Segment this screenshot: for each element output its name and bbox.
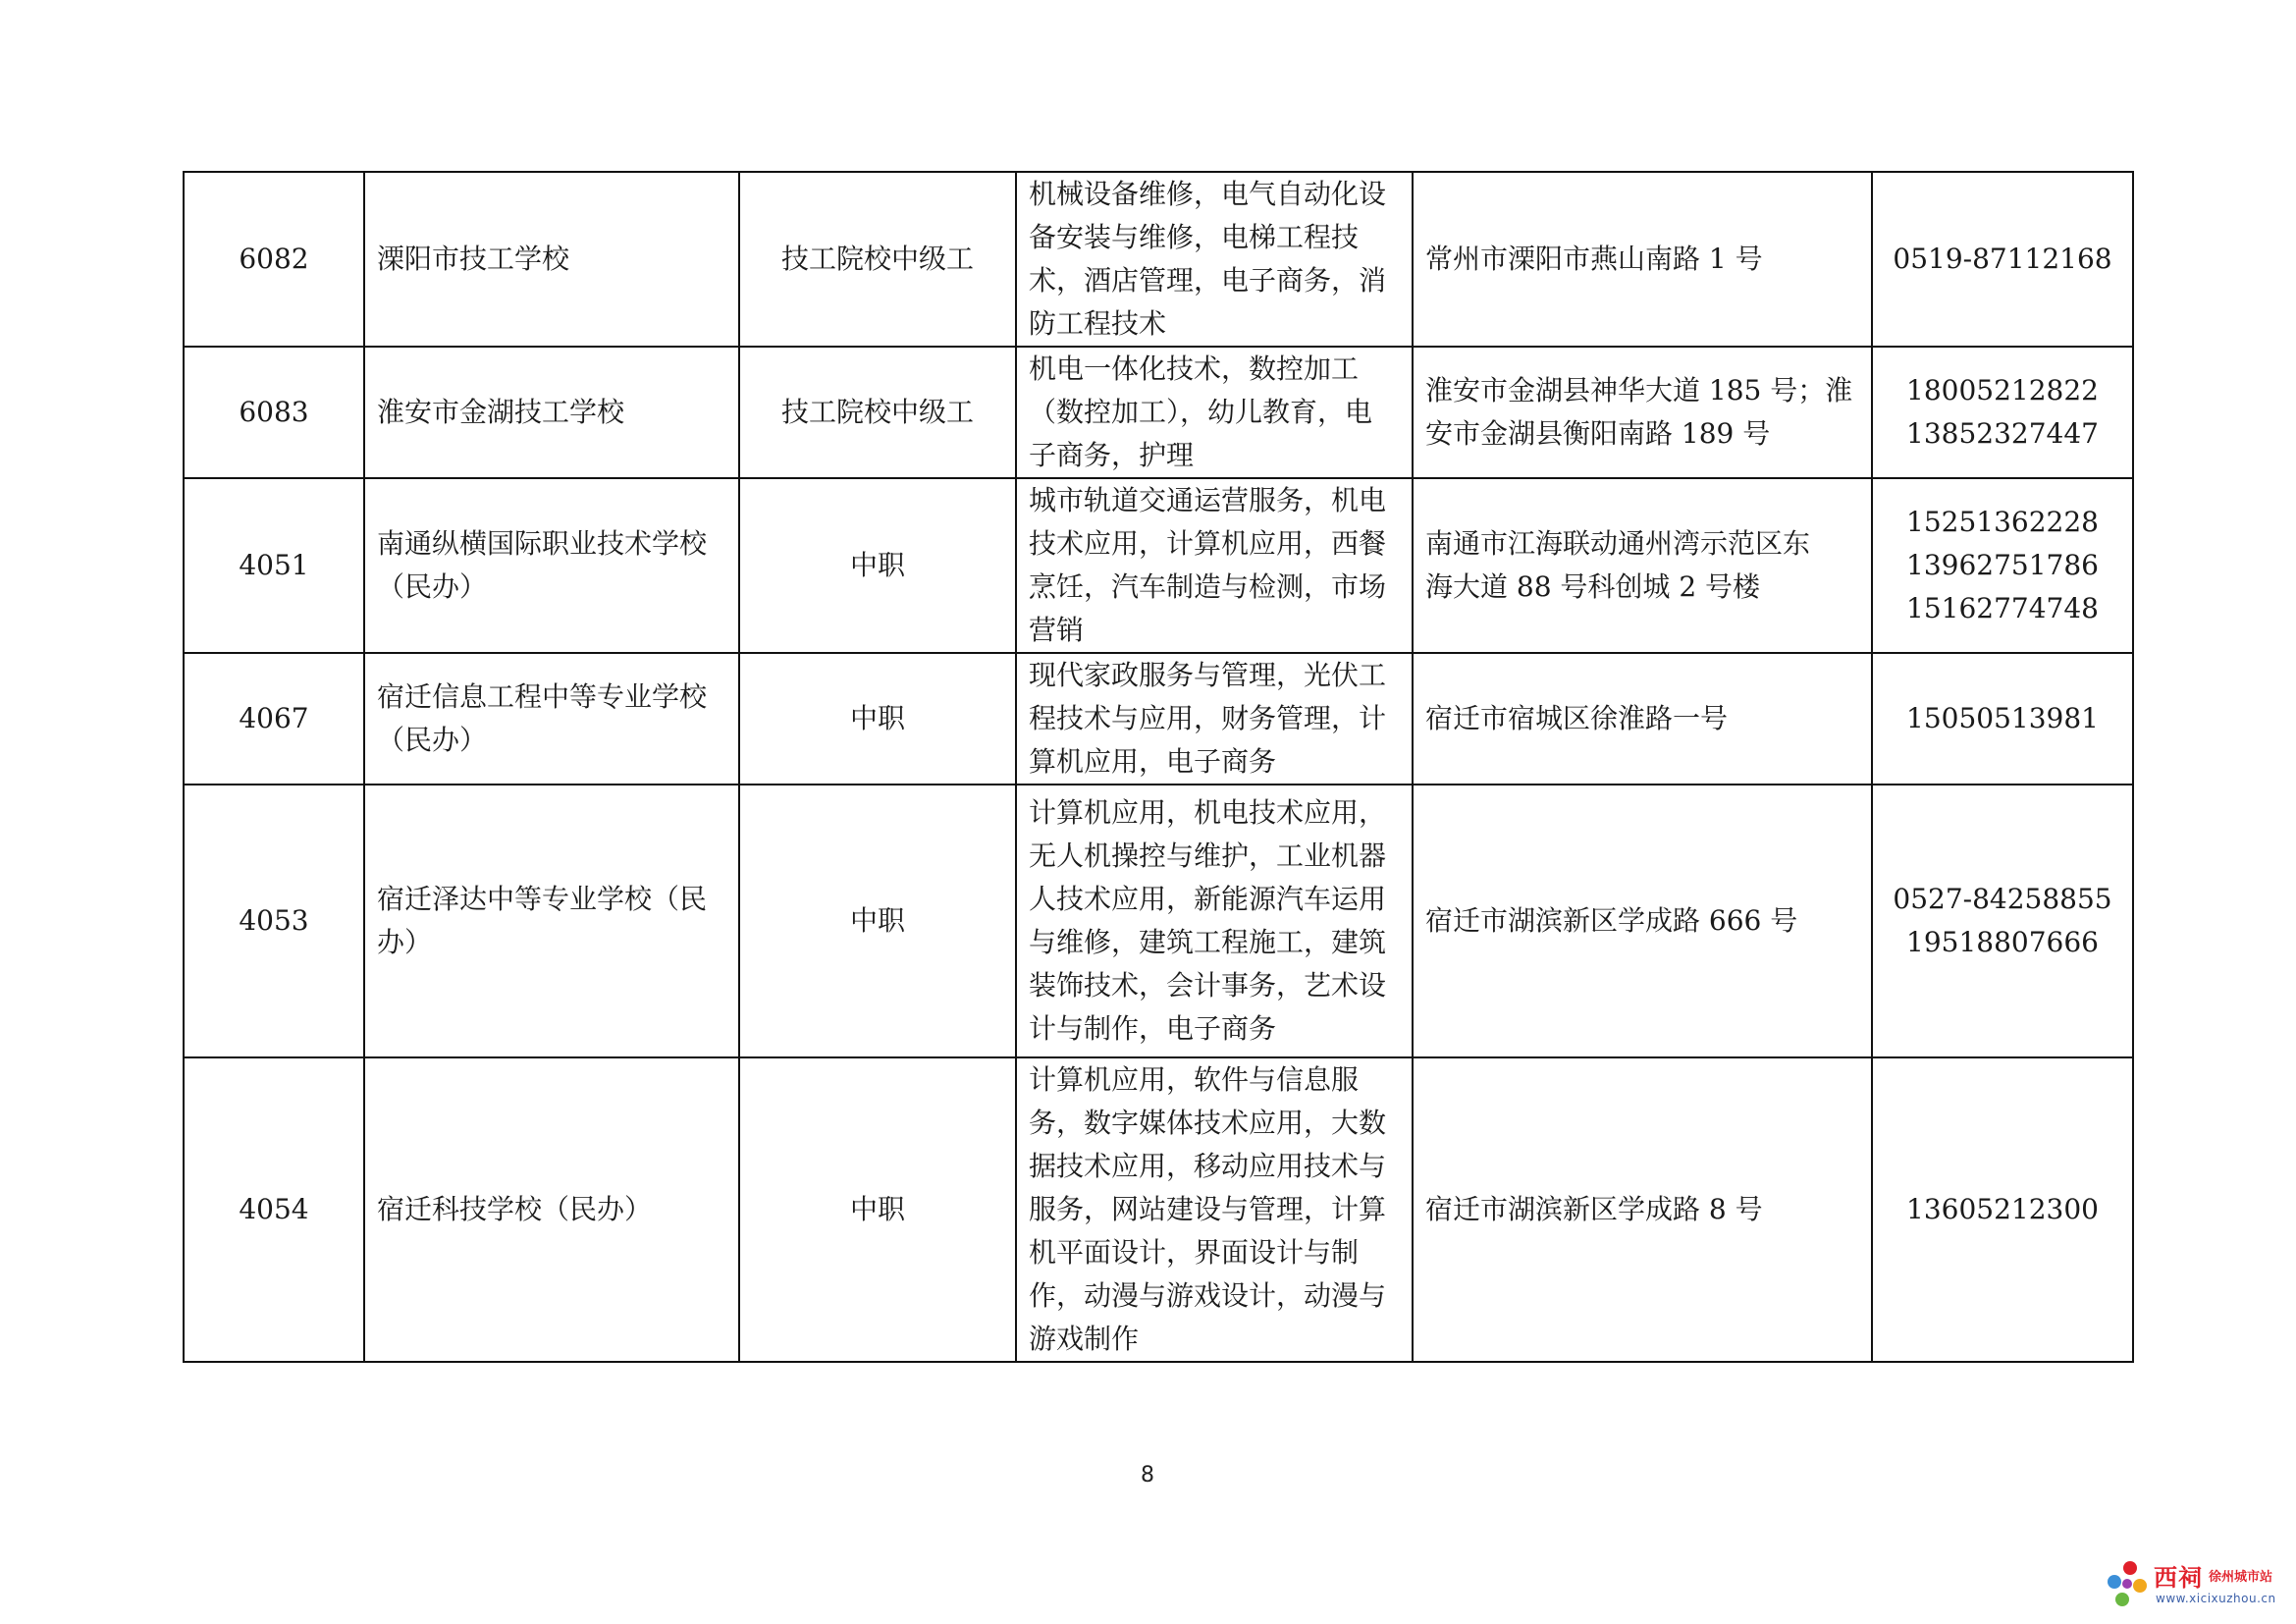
table-row [184, 1057, 2133, 1362]
school-name-cell [364, 653, 739, 785]
school-majors-cell [1016, 785, 1413, 1057]
school-name-cell [364, 172, 739, 347]
school-majors-cell [1016, 653, 1413, 785]
school-address-cell [1413, 653, 1872, 785]
pinwheel-logo-icon [2101, 1556, 2152, 1611]
school-code-cell: 4051 [184, 478, 364, 653]
school-name-line: 办） [377, 926, 433, 958]
school-address-line: 安市金湖县衡阳南路 189 号 [1425, 417, 1771, 450]
school-phone-line: 15050513981 [1906, 702, 2099, 734]
school-phone-line: 15251362228 [1906, 506, 2099, 538]
school-majors-line: 城市轨道交通运营服务，机电 [1029, 484, 1387, 516]
school-address-line: 常州市溧阳市燕山南路 1 号 [1425, 243, 1763, 275]
table-row [184, 347, 2133, 478]
school-address-line: 南通市江海联动通州湾示范区东 [1425, 527, 1811, 560]
school-majors-line: 机电一体化技术，数控加工 [1029, 352, 1360, 385]
school-phone-cell [1872, 172, 2133, 347]
school-code-cell: 4054 [184, 1057, 364, 1362]
school-phone-line: 0519-87112168 [1893, 243, 2112, 275]
schools-table-body [184, 172, 2133, 1362]
schools-table [183, 171, 2134, 1363]
school-majors-line: 机平面设计，界面设计与制 [1029, 1236, 1360, 1269]
page-number: 8 [1141, 1463, 1154, 1488]
school-majors-cell [1016, 347, 1413, 478]
school-majors-line: 务，数字媒体技术应用，大数 [1029, 1107, 1387, 1139]
school-address-cell [1413, 478, 1872, 653]
school-majors-cell [1016, 1057, 1413, 1362]
school-address-line: 宿迁市宿城区徐淮路一号 [1425, 702, 1729, 734]
school-phone-line: 13852327447 [1906, 417, 2099, 450]
school-level-cell: 中职 [739, 478, 1016, 653]
school-address-cell [1413, 1057, 1872, 1362]
school-name-cell [364, 785, 739, 1057]
school-address-line: 宿迁市湖滨新区学成路 666 号 [1425, 904, 1798, 937]
school-phone-line: 13605212300 [1906, 1193, 2099, 1225]
school-majors-cell [1016, 172, 1413, 347]
school-majors-line: 人技术应用，新能源汽车运用 [1029, 883, 1387, 915]
table-row [184, 653, 2133, 785]
school-phone-cell [1872, 653, 2133, 785]
school-name-line: 宿迁泽达中等专业学校（民 [377, 883, 708, 915]
school-majors-line: 技术应用，计算机应用，西餐 [1029, 527, 1387, 560]
school-name-cell [364, 1057, 739, 1362]
school-majors-line: 术，酒店管理，电子商务，消 [1029, 264, 1387, 297]
school-majors-line: 烹饪，汽车制造与检测，市场 [1029, 570, 1387, 603]
school-level-cell: 中职 [739, 1057, 1016, 1362]
school-majors-line: 子商务，护理 [1029, 439, 1195, 471]
school-code-cell: 6082 [184, 172, 364, 347]
site-watermark [2101, 1556, 2277, 1615]
school-majors-line: 机械设备维修，电气自动化设 [1029, 178, 1387, 210]
watermark-url: www.xicixuzhou.cn [2156, 1592, 2276, 1605]
school-majors-line: 计与制作，电子商务 [1029, 1012, 1277, 1045]
school-phone-line: 18005212822 [1906, 374, 2099, 406]
school-phone-line: 13962751786 [1906, 549, 2099, 581]
school-level-cell: 中职 [739, 653, 1016, 785]
school-code-cell: 6083 [184, 347, 364, 478]
school-phone-line: 19518807666 [1906, 926, 2099, 958]
school-code-cell: 4067 [184, 653, 364, 785]
school-majors-line: 装饰技术，会计事务，艺术设 [1029, 969, 1387, 1001]
school-name-line: 宿迁信息工程中等专业学校 [377, 680, 708, 713]
school-level-cell: 技工院校中级工 [739, 347, 1016, 478]
school-majors-line: 据技术应用，移动应用技术与 [1029, 1150, 1387, 1182]
school-majors-line: 无人机操控与维护，工业机器 [1029, 839, 1387, 872]
school-phone-cell [1872, 347, 2133, 478]
table-row [184, 478, 2133, 653]
school-majors-line: 游戏制作 [1029, 1323, 1140, 1355]
school-phone-line: 0527-84258855 [1893, 883, 2112, 915]
school-address-cell [1413, 172, 1872, 347]
school-name-line: 宿迁科技学校（民办） [377, 1193, 653, 1225]
school-level-cell: 技工院校中级工 [739, 172, 1016, 347]
school-phone-cell [1872, 1057, 2133, 1362]
school-level-cell: 中职 [739, 785, 1016, 1057]
school-majors-line: 备安装与维修，电梯工程技 [1029, 221, 1360, 253]
school-name-line: （民办） [377, 570, 488, 603]
school-name-line: 淮安市金湖技工学校 [377, 396, 625, 428]
school-name-cell [364, 347, 739, 478]
school-majors-line: 作，动漫与游戏设计，动漫与 [1029, 1279, 1387, 1312]
school-majors-cell [1016, 478, 1413, 653]
school-majors-line: 防工程技术 [1029, 307, 1167, 340]
school-majors-line: 现代家政服务与管理，光伏工 [1029, 659, 1387, 691]
school-majors-line: 服务，网站建设与管理，计算 [1029, 1193, 1387, 1225]
table-row [184, 172, 2133, 347]
school-name-cell [364, 478, 739, 653]
watermark-city-site: 徐州城市站 [2209, 1570, 2273, 1585]
school-address-cell [1413, 785, 1872, 1057]
school-phone-cell [1872, 785, 2133, 1057]
school-name-line: 溧阳市技工学校 [377, 243, 570, 275]
school-majors-line: 算机应用，电子商务 [1029, 745, 1277, 778]
school-phone-cell [1872, 478, 2133, 653]
school-address-line: 海大道 88 号科创城 2 号楼 [1425, 570, 1761, 603]
school-address-line: 淮安市金湖县神华大道 185 号；淮 [1425, 374, 1853, 406]
school-code-cell: 4053 [184, 785, 364, 1057]
table-row [184, 785, 2133, 1057]
watermark-brand: 西祠 [2154, 1564, 2203, 1592]
school-majors-line: （数控加工），幼儿教育，电 [1029, 396, 1373, 428]
school-phone-line: 15162774748 [1906, 592, 2099, 624]
school-majors-line: 与维修，建筑工程施工，建筑 [1029, 926, 1387, 958]
school-majors-line: 计算机应用，软件与信息服 [1029, 1063, 1360, 1096]
school-name-line: （民办） [377, 724, 488, 756]
school-address-line: 宿迁市湖滨新区学成路 8 号 [1425, 1193, 1763, 1225]
school-address-cell [1413, 347, 1872, 478]
school-majors-line: 程技术与应用，财务管理，计 [1029, 702, 1387, 734]
school-majors-line: 营销 [1029, 614, 1085, 646]
school-name-line: 南通纵横国际职业技术学校 [377, 527, 708, 560]
school-majors-line: 计算机应用，机电技术应用， [1029, 796, 1387, 829]
